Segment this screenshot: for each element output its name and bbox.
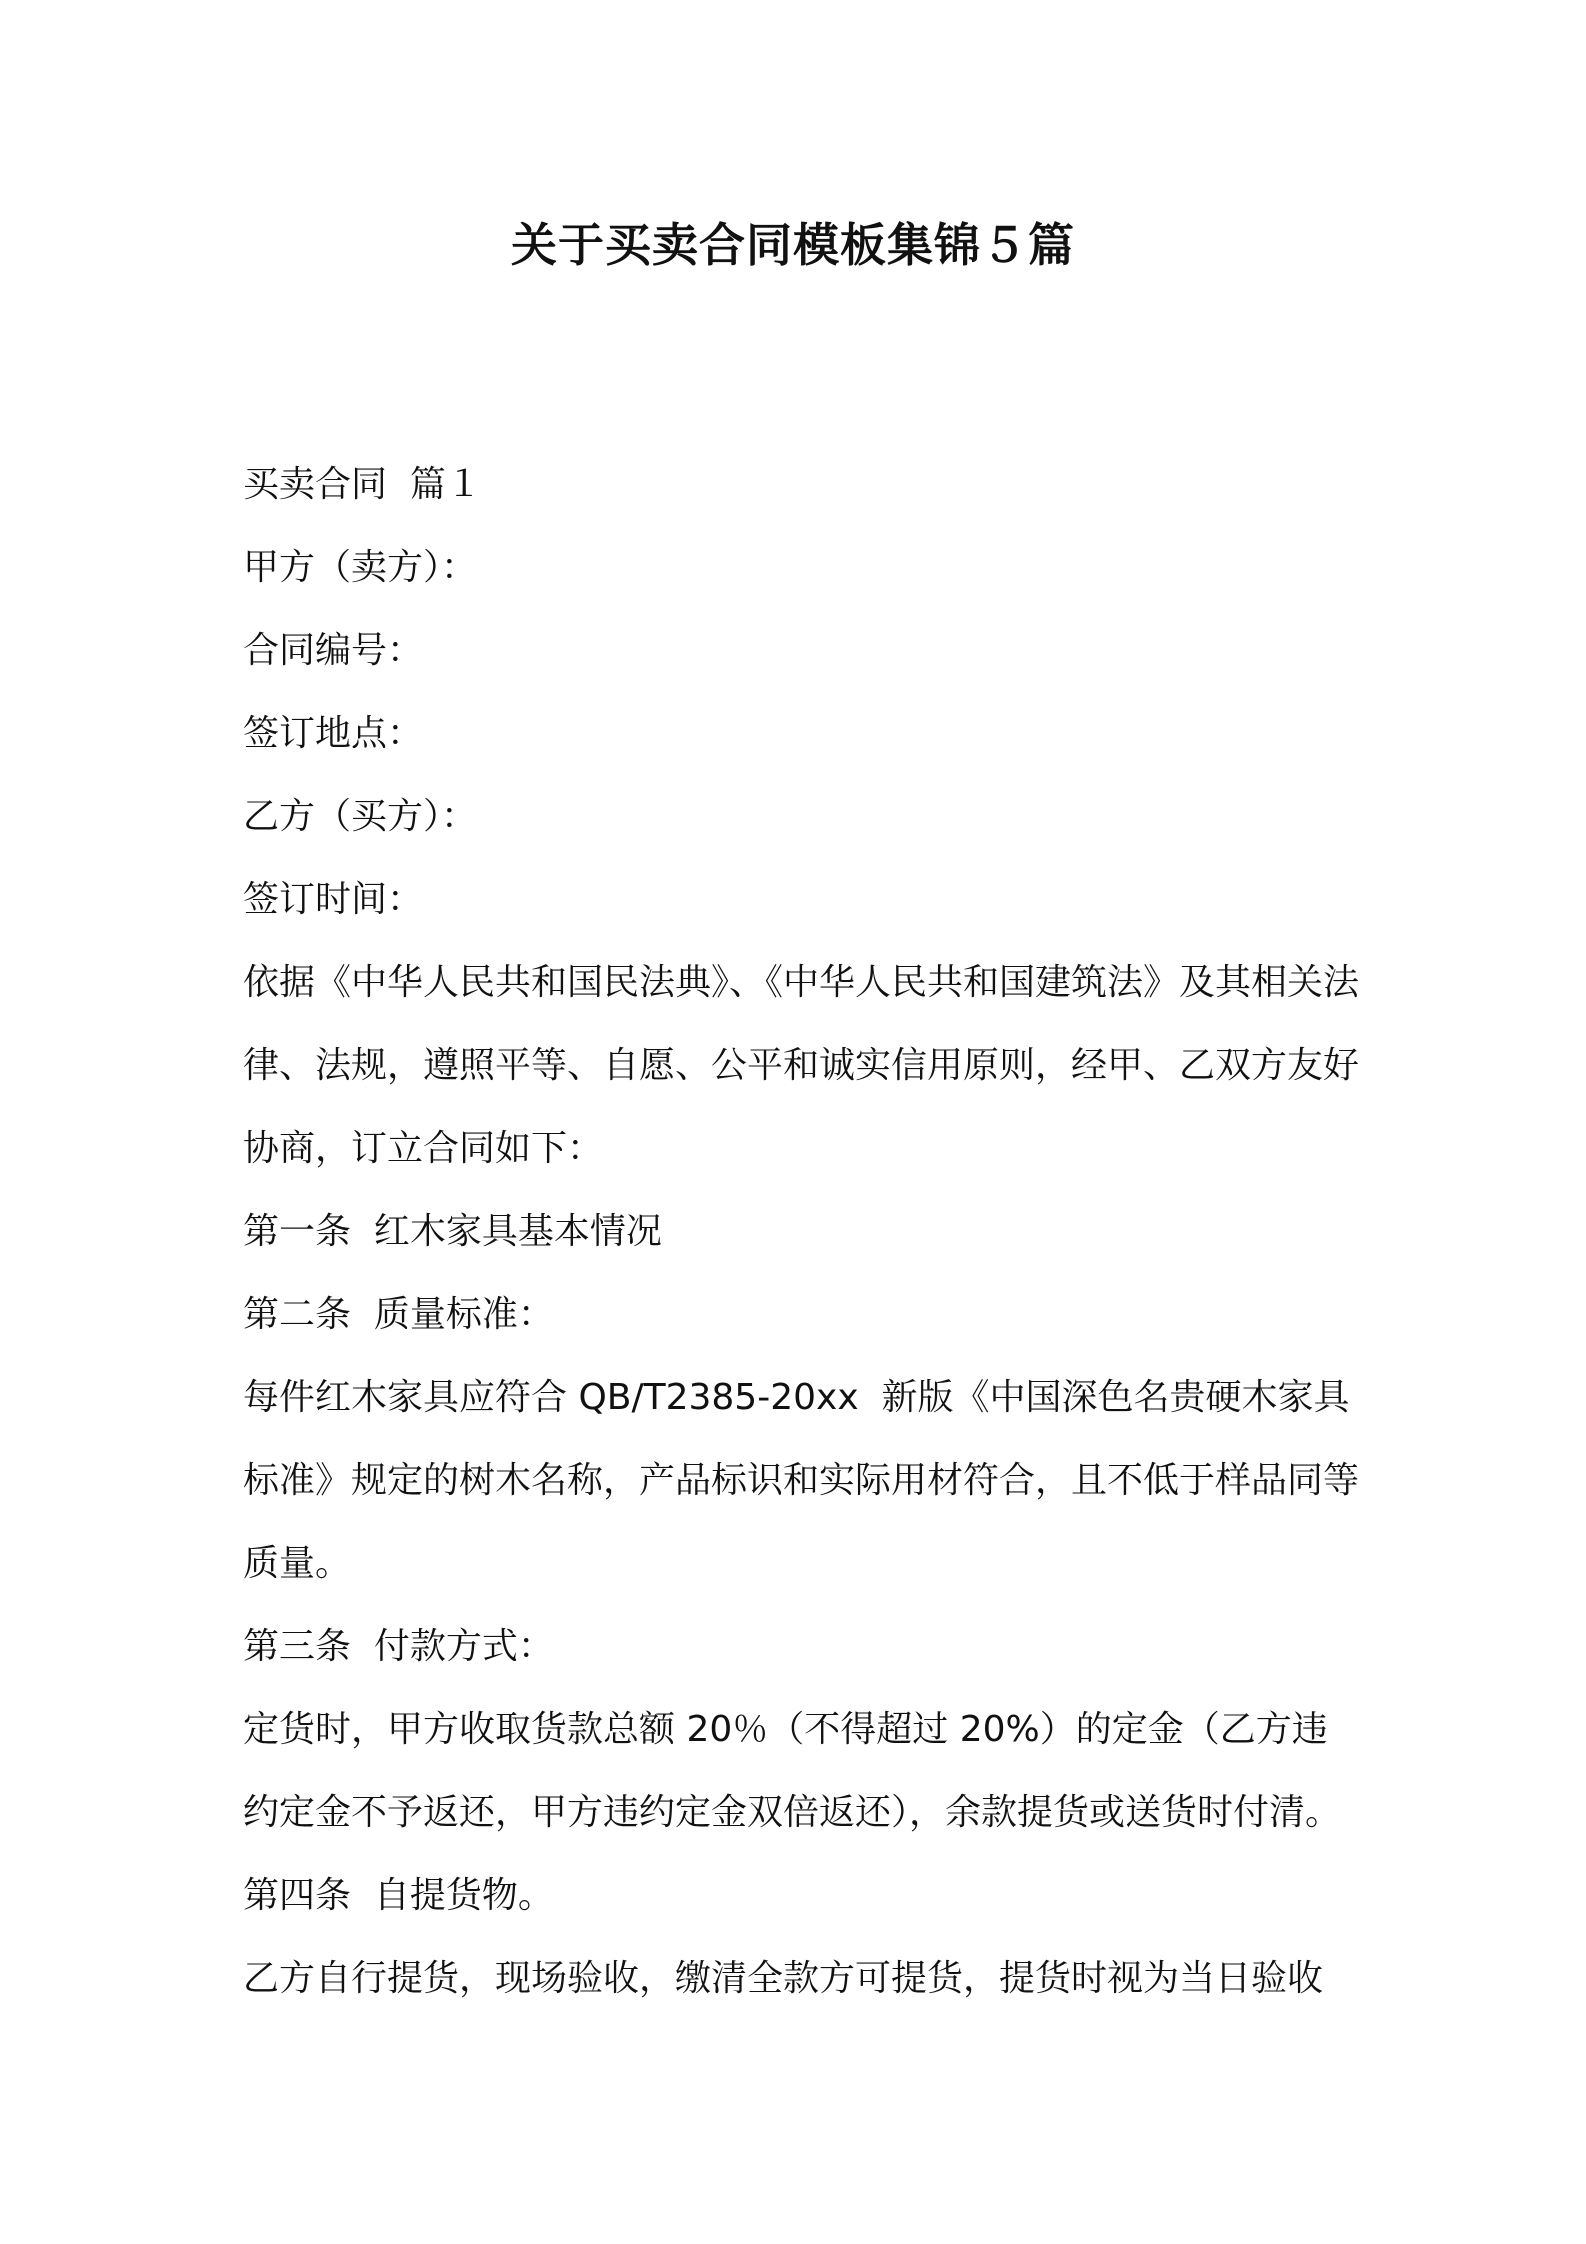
contract-number-field: 合同编号： — [243, 630, 424, 671]
preamble-paragraph: 依据《中华人民共和国民法典》、《中华人民共和国建筑法》及其相关法律、法规，遵照平等、自愿、公平和诚实信用原则，经甲、乙双方友好协商，订立合同如下： — [243, 962, 1360, 1169]
article-2-heading: 第二条 质量标准： — [243, 1294, 554, 1335]
document-body — [243, 443, 1363, 2020]
section-heading: 买卖合同 篇１ — [243, 464, 482, 505]
article-4-heading: 第四条 自提货物。 — [243, 1875, 554, 1916]
article-3-body: 定货时，甲方收取货款总额 20％（不得超过 20%）的定金（乙方违约定金不予返还，甲方违约定金双倍返还），余款提货或送货时付清。 — [243, 1709, 1342, 1833]
party-b-field: 乙方（买方）： — [243, 796, 478, 837]
document-title: 关于买卖合同模板集锦５篇 — [511, 218, 1075, 272]
signing-place-field: 签订地点： — [243, 713, 424, 754]
signing-time-field: 签订时间： — [243, 879, 424, 920]
article-2-body: 每件红木家具应符合 QB/T2385-20xx 新版《中国深色名贵硬木家具标准》规定的树木名称，产品标识和实际用材符合，且不低于样品同等质量。 — [243, 1377, 1360, 1584]
article-1-heading: 第一条 红木家具基本情况 — [243, 1211, 662, 1252]
article-3-heading: 第三条 付款方式： — [243, 1626, 554, 1667]
article-4-body: 乙方自行提货，现场验收，缴清全款方可提货，提货时视为当日验收 — [243, 1958, 1324, 1999]
party-a-field: 甲方（卖方）： — [243, 547, 478, 588]
